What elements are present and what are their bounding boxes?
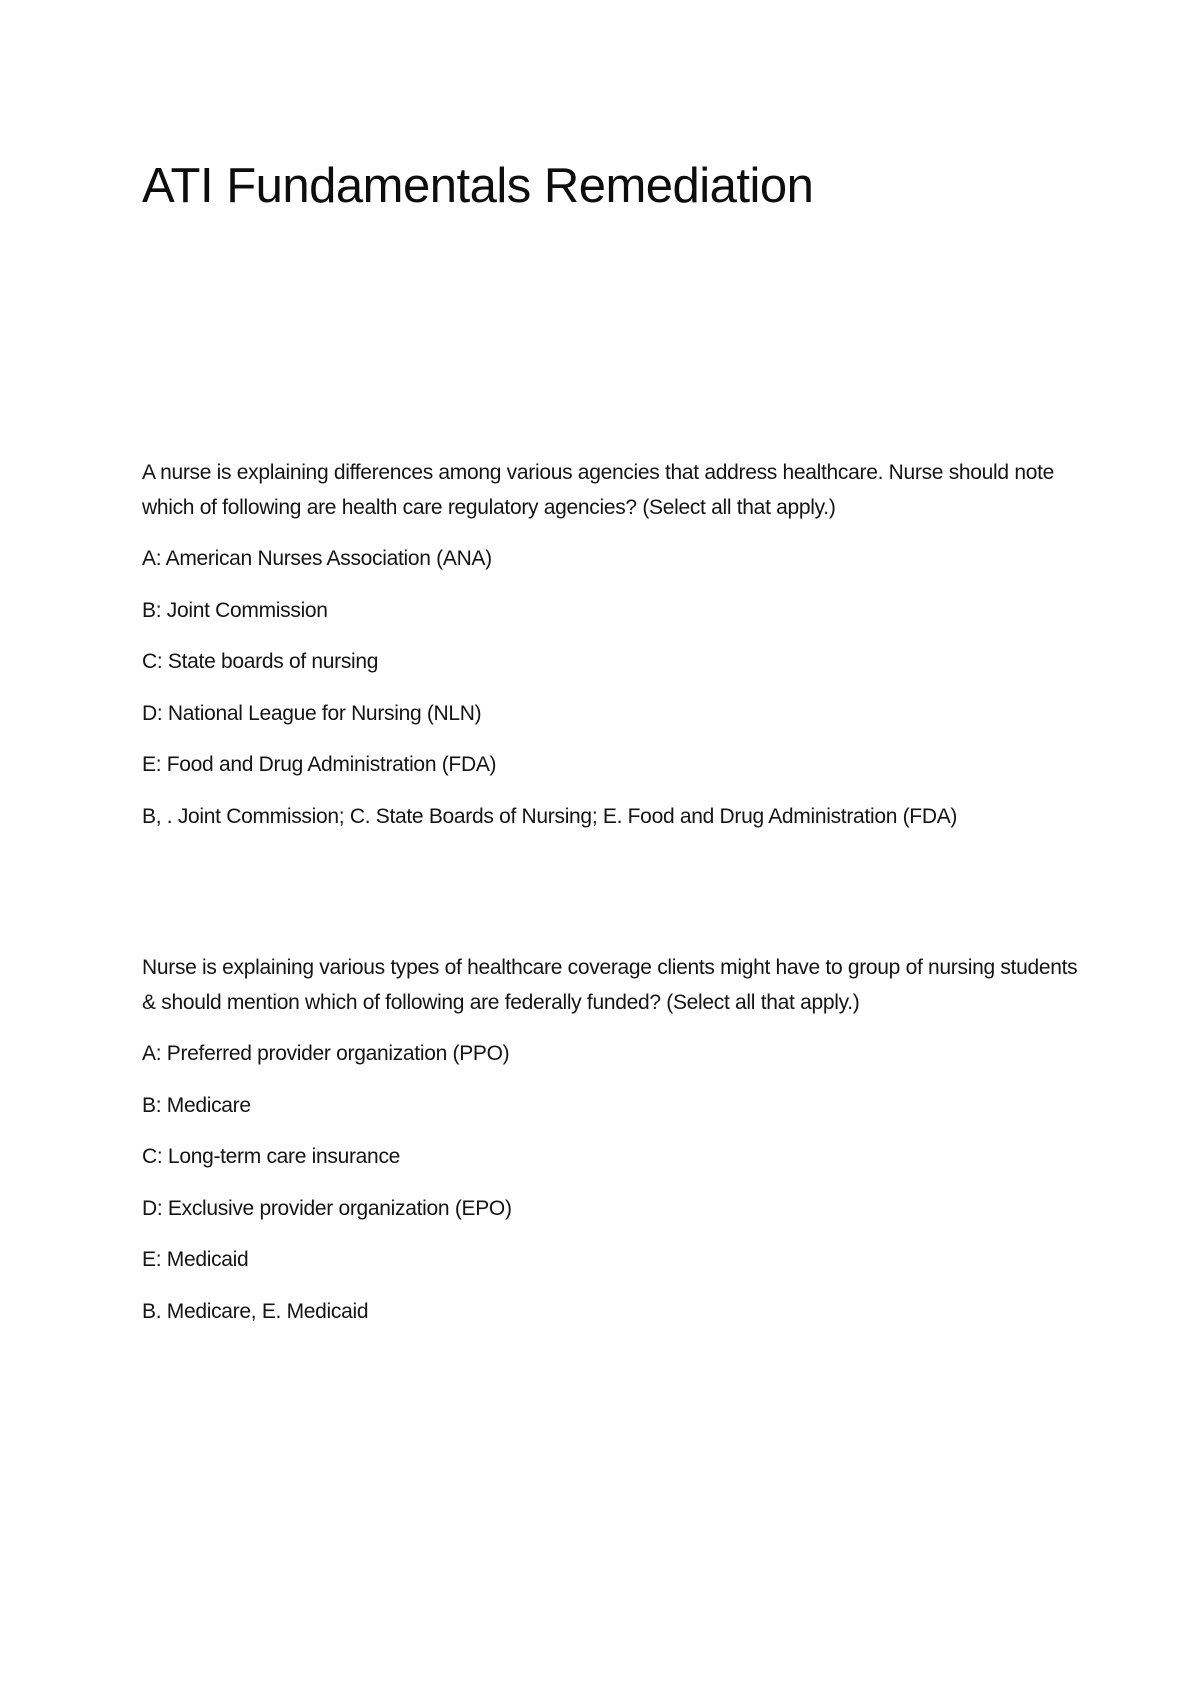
- document-title: ATI Fundamentals Remediation: [142, 159, 814, 213]
- question-2-option-b: B: Medicare: [142, 1093, 251, 1117]
- question-2-option-a: A: Preferred provider organization (PPO): [142, 1042, 510, 1065]
- question-1-text: A nurse is explaining differences among various agencies that address healthcare. Nurse should note which of following are health care regulatory agencies? (Select all that apply.): [142, 461, 1054, 519]
- question-1-option-b: B: Joint Commission: [142, 598, 328, 622]
- question-1-option-c: C: State boards of nursing: [142, 650, 379, 673]
- question-2-option-d: D: Exclusive provider organization (EPO): [142, 1196, 512, 1220]
- question-2-answer: B. Medicare, E. Medicaid: [142, 1299, 369, 1323]
- question-1-option-d: D: National League for Nursing (NLN): [142, 701, 482, 725]
- question-1: [142, 455, 1082, 834]
- question-2: [142, 950, 1082, 1329]
- question-1-option-e: E: Food and Drug Administration (FDA): [142, 753, 497, 776]
- question-2-option-c: C: Long-term care insurance: [142, 1145, 401, 1168]
- question-2-options: [142, 1020, 1082, 1278]
- question-2-text: Nurse is explaining various types of healthcare coverage clients might have to group of nursing students & should mention which of following are federally funded? (Select all that apply.): [142, 956, 1078, 1014]
- question-1-answer: B, . Joint Commission; C. State Boards of Nursing; E. Food and Drug Administration (FDA): [142, 804, 958, 828]
- question-2-option-e: E: Medicaid: [142, 1248, 249, 1271]
- question-1-options: [142, 525, 1082, 783]
- question-1-option-a: A: American Nurses Association (ANA): [142, 547, 492, 570]
